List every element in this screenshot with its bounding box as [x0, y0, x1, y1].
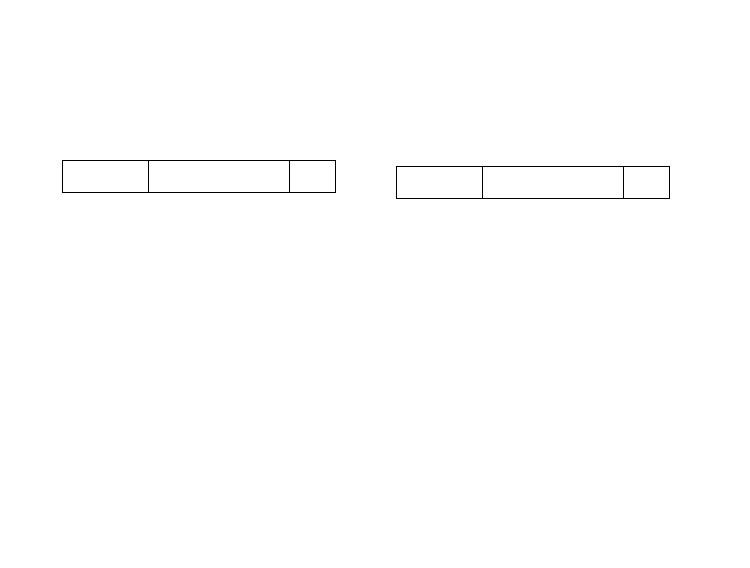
header-field	[63, 161, 149, 193]
poinsettia-border-bottom	[0, 534, 750, 568]
poinsettia-border-right	[716, 0, 750, 568]
poinsettia-border-top	[0, 0, 750, 34]
table-header-row	[63, 161, 336, 193]
header-index	[623, 167, 669, 199]
header-field	[397, 167, 483, 199]
header-name	[482, 167, 623, 199]
left-winners-table	[62, 160, 336, 193]
header-index	[289, 161, 335, 193]
table-header-row	[397, 167, 670, 199]
header-name	[148, 161, 289, 193]
right-winners-table	[396, 166, 670, 199]
poinsettia-border-left	[0, 0, 34, 568]
